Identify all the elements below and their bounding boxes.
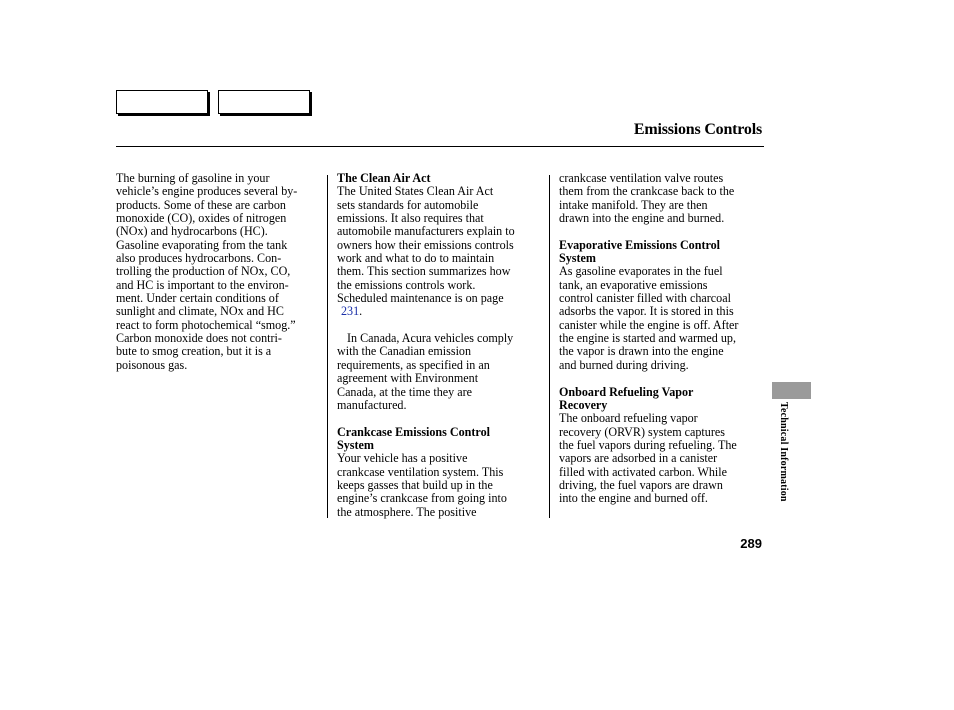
text-line: control canister filled with charcoal [559,291,731,306]
text-line: bute to smog creation, but it is a [116,344,272,359]
text-line: ment. Under certain conditions of [116,291,279,306]
section-heading-crankcase: Crankcase Emissions Control [337,424,490,439]
text-line: driving, the fuel vapors are drawn [559,477,723,492]
text-line: keeps gasses that build up in the [337,477,493,492]
text-line: owners how their emissions controls [337,237,514,252]
previous-page-button[interactable] [116,90,208,114]
text-line: work and what to do to maintain [337,251,495,266]
section-side-label: Technical Information [778,402,789,502]
paragraph-gap [559,225,764,238]
text-line: the emissions controls work. [337,277,476,292]
text-line: Gasoline evaporating from the tank [116,237,288,252]
header-divider [116,146,764,147]
column-divider [327,175,328,518]
section-heading-evaporative: Evaporative Emissions Control [559,237,721,252]
text-line: requirements, as specified in an [337,357,490,372]
text-line: The onboard refueling vapor [559,411,698,426]
column-divider [549,175,550,518]
text-line: The United States Clean Air Act [337,184,494,199]
section-heading-evaporative-cont: System [559,251,596,266]
section-heading-orvr: Onboard Refueling Vapor [559,384,694,399]
text-line: tank, an evaporative emissions [559,277,708,292]
text-line: vapors are adsorbed in a canister [559,451,718,466]
text-line: vehicle’s engine produces several by- [116,184,298,199]
column-intro [116,172,322,372]
text-line: recovery (ORVR) system captures [559,424,725,439]
text-line: sunlight and climate, NOx and HC [116,304,284,319]
text-line: As gasoline evaporates in the fuel [559,264,723,279]
text-line: sets standards for automobile [337,197,479,212]
text-line: the vapor is drawn into the engine [559,344,724,359]
text-line: drawn into the engine and burned. [559,211,725,226]
text-line: engine’s crankcase from going into [337,491,507,506]
paragraph-gap [559,372,764,385]
text-line: into the engine and burned off. [559,491,708,506]
text-line: canister while the engine is off. After [559,317,739,332]
column-evaporative-orvr [559,172,764,506]
text-line: the engine is started and warmed up, [559,331,736,346]
page-reference-link[interactable]: 231 [341,304,360,319]
text-line: Carbon monoxide does not contri- [116,331,282,346]
text-line: Scheduled maintenance is on page [337,291,504,306]
text-line: In Canada, Acura vehicles comply [347,331,514,346]
text-line: manufactured. [337,397,407,412]
paragraph-gap [337,319,542,332]
page-title: Emissions Controls [633,121,762,138]
text-line: The burning of gasoline in your [116,171,270,185]
page-reference-suffix: . [359,304,363,319]
text-line: and burned during driving. [559,357,689,372]
text-line: agreement with Environment [337,371,479,386]
text-line: poisonous gas. [116,357,188,372]
text-line: Canada, at the time they are [337,384,472,399]
paragraph-gap [337,412,542,425]
text-line: also produces hydrocarbons. Con- [116,251,282,266]
text-line: the atmosphere. The positive [337,504,477,519]
text-line: automobile manufacturers explain to [337,224,515,239]
section-tab[interactable] [772,382,811,399]
text-line: products. Some of these are carbon [116,197,286,212]
text-line: crankcase ventilation valve routes [559,171,724,185]
text-line: and HC is important to the environ- [116,277,289,292]
text-line: them from the crankcase back to the [559,184,735,199]
text-line: trolling the production of NOx, CO, [116,264,291,279]
text-line: crankcase ventilation system. This [337,464,504,479]
next-page-button[interactable] [218,90,310,114]
text-line: monoxide (CO), oxides of nitrogen [116,211,287,226]
text-line: emissions. It also requires that [337,211,484,226]
section-heading-crankcase-cont: System [337,437,374,452]
text-line: intake manifold. They are then [559,197,708,212]
section-heading-orvr-cont: Recovery [559,397,608,412]
text-line: them. This section summarizes how [337,264,511,279]
column-clean-air-act [337,172,542,519]
text-line: with the Canadian emission [337,344,472,359]
text-line: adsorbs the vapor. It is stored in this [559,304,734,319]
text-line: the fuel vapors during refueling. The [559,437,737,452]
text-line: filled with activated carbon. While [559,464,728,479]
section-heading-clean-air-act: The Clean Air Act [337,171,431,185]
page-number: 289 [740,536,762,551]
text-line: (NOx) and hydrocarbons (HC). [116,224,268,239]
text-line: Your vehicle has a positive [337,451,468,466]
page-reference-line [337,305,542,318]
text-line: react to form photochemical “smog.” [116,317,296,332]
